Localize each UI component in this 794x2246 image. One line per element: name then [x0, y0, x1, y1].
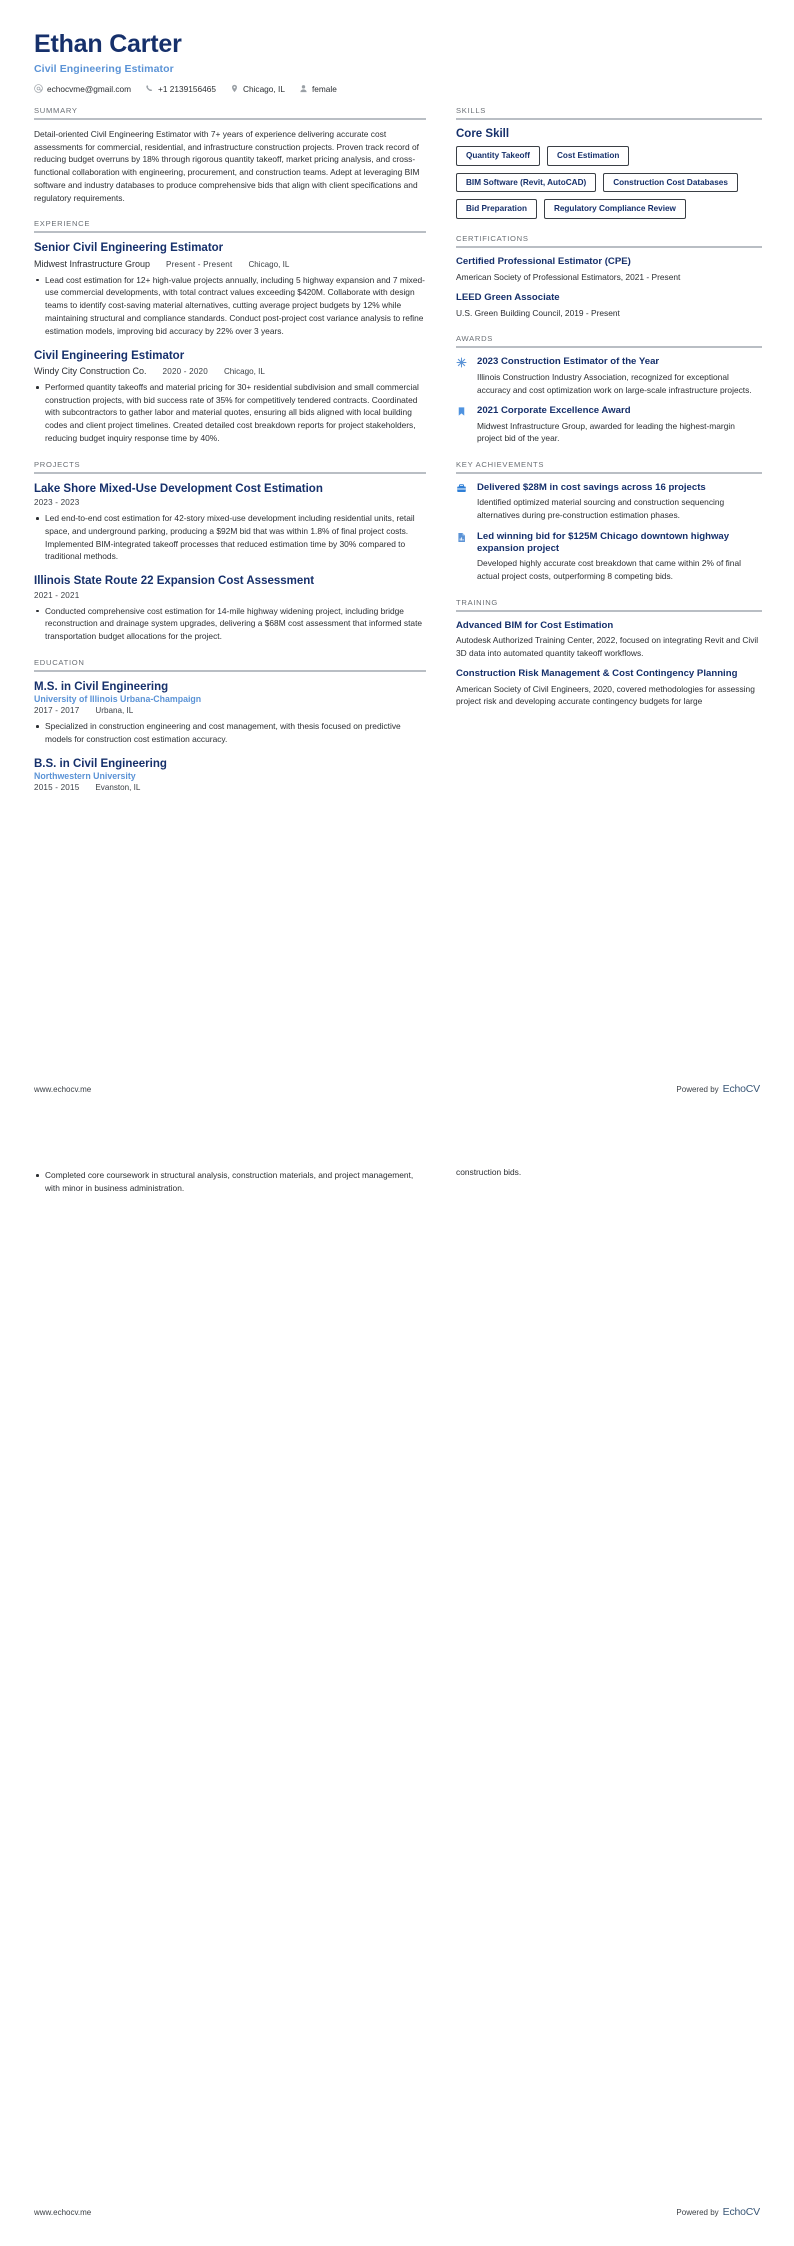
briefcase-icon — [456, 482, 469, 494]
section-label-key-achievements: KEY ACHIEVEMENTS — [456, 459, 545, 469]
section-key-achievements — [456, 460, 762, 583]
skill-chip[interactable]: Cost Estimation — [547, 146, 629, 166]
education-location: Urbana, IL — [95, 706, 134, 716]
training-description: Autodesk Authorized Training Center, 2022, focused on integrating Revit and Civil 3D data into automated quantity takeoff workflows. — [456, 635, 759, 658]
experience-title: Senior Civil Engineering Estimator — [34, 242, 224, 255]
project-title: Illinois State Route 22 Expansion Cost Assessment — [34, 575, 315, 588]
sparkle-icon — [456, 356, 469, 368]
award-description: Illinois Construction Industry Association, recognized for exceptional accuracy and cost optimization work on large-scale infrastructure projects. — [477, 371, 752, 395]
resume-page-2 — [0, 1123, 794, 2246]
skill-chip[interactable]: Bid Preparation — [456, 199, 537, 219]
page2-training-continuation: construction bids. — [456, 1167, 522, 1177]
experience-org: Windy City Construction Co. — [34, 365, 147, 376]
training-entry — [456, 620, 762, 660]
certification-entry — [456, 292, 762, 319]
list-item: Lead cost estimation for 12+ high-value projects annually, including 5 highway expansion and 7 mixed-use commercial developments, with total contract values exceeding $420M. Collaborate with design teams to identify cost-saving material alternatives, cutting average project budgets by 12% while maintaining structural and compliance standards. Conduct post-project cost variance analysis to refine estimation models, improving bid accuracy by 22% over 3 years. — [34, 274, 426, 338]
section-label-awards: AWARDS — [456, 334, 494, 344]
location-icon — [230, 84, 239, 93]
experience-location: Chicago, IL — [248, 259, 290, 269]
contact-row — [34, 84, 760, 94]
experience-entry — [34, 241, 426, 337]
contact-gender[interactable] — [299, 84, 337, 94]
education-entry — [34, 757, 426, 792]
certification-title: Certified Professional Estimator (CPE) — [456, 256, 631, 268]
certification-issuer: American Society of Professional Estimators, 2021 - Present — [456, 271, 681, 282]
section-label-training: TRAINING — [456, 597, 499, 607]
right-column — [456, 106, 762, 723]
project-title: Lake Shore Mixed-Use Development Cost Estimation — [34, 482, 323, 495]
training-title: Advanced BIM for Cost Estimation — [456, 619, 614, 631]
footer-powered-by — [676, 1083, 760, 1095]
section-rule — [34, 472, 426, 474]
section-skills — [456, 106, 762, 220]
section-projects — [34, 460, 426, 643]
award-description: Midwest Infrastructure Group, awarded for leading the highest-margin project bid of the year. — [477, 420, 735, 444]
education-degree: B.S. in Civil Engineering — [34, 757, 167, 770]
education-dates: 2015 - 2015 — [34, 783, 80, 793]
page-footer — [34, 1083, 760, 1095]
education-degree: M.S. in Civil Engineering — [34, 680, 169, 693]
section-label-education: EDUCATION — [34, 657, 85, 667]
contact-gender-text: female — [311, 83, 337, 94]
education-dates: 2017 - 2017 — [34, 706, 80, 716]
achievement-title: Delivered $28M in cost savings across 16 projects — [477, 481, 706, 493]
list-item: Completed core coursework in structural analysis, construction materials, and project management, with minor in business administration. — [34, 1169, 426, 1195]
candidate-job-title: Civil Engineering Estimator — [34, 62, 174, 75]
achievement-entry — [456, 531, 762, 583]
skills-chip-list — [456, 146, 762, 220]
award-title: 2021 Corporate Excellence Award — [477, 405, 631, 417]
section-certifications — [456, 234, 762, 319]
person-icon — [299, 84, 308, 93]
award-entry — [456, 405, 762, 445]
achievement-description: Identified optimized material sourcing and construction sequencing alternatives during pre-construction estimation phases. — [477, 497, 725, 520]
education-bullets — [34, 720, 426, 746]
certification-entry — [456, 256, 762, 283]
project-bullets — [34, 605, 426, 643]
achievement-title: Led winning bid for $125M Chicago downtown highway expansion project — [477, 530, 730, 554]
section-label-certifications: CERTIFICATIONS — [456, 234, 529, 244]
education-meta — [34, 783, 426, 792]
award-title: 2023 Construction Estimator of the Year — [477, 356, 660, 368]
section-label-skills: SKILLS — [456, 105, 487, 115]
experience-meta — [34, 366, 426, 376]
skill-chip[interactable]: BIM Software (Revit, AutoCAD) — [456, 173, 596, 193]
section-rule — [34, 118, 426, 120]
bookmark-icon — [456, 405, 469, 417]
education-location: Evanston, IL — [95, 783, 141, 793]
education-school: Northwestern University — [34, 771, 136, 782]
section-experience — [34, 219, 426, 444]
footer-brand: EchoCV — [722, 1083, 760, 1095]
training-title: Construction Risk Management & Cost Contingency Planning — [456, 668, 738, 680]
section-rule — [456, 246, 762, 248]
education-entry — [34, 680, 426, 746]
section-rule — [456, 118, 762, 120]
project-meta — [34, 591, 426, 600]
skill-chip[interactable]: Construction Cost Databases — [603, 173, 738, 193]
list-item: Led end-to-end cost estimation for 42-story mixed-use development including residential units, retail space, and underground parking, producing a $92M bid that was within 1.8% of final project costs. Implemented BIM-integrated takeoff processes that reduced estimation time by 30% compared to traditional methods. — [34, 512, 426, 563]
experience-bullets — [34, 381, 426, 445]
section-training — [456, 598, 762, 708]
footer-powered-prefix: Powered by — [676, 1085, 719, 1094]
contact-email[interactable] — [34, 84, 131, 94]
list-item: Specialized in construction engineering and cost management, with thesis focused on predictive models for construction cost estimation accuracy. — [34, 720, 426, 746]
page2-bullets — [34, 1169, 426, 1195]
list-item: Conducted comprehensive cost estimation for 14-mile highway widening project, including bridge reconstruction and drainage system upgrades, delivering a $68M cost assessment that informed state transportation budget allocations for the project. — [34, 605, 426, 643]
contact-email-text: echocvme@gmail.com — [47, 83, 132, 94]
section-education — [34, 658, 426, 792]
experience-org: Midwest Infrastructure Group — [34, 258, 151, 269]
achievement-entry — [456, 482, 762, 522]
training-description: American Society of Civil Engineers, 2020, covered methodologies for assessing project risk and developing accurate contingency budgets for large — [456, 683, 755, 707]
experience-bullets — [34, 274, 426, 338]
candidate-name: Ethan Carter — [34, 30, 182, 58]
section-summary — [34, 106, 426, 205]
skill-chip[interactable]: Quantity Takeoff — [456, 146, 540, 166]
certification-title: LEED Green Associate — [456, 292, 560, 304]
education-school: University of Illinois Urbana-Champaign — [34, 694, 202, 705]
footer-website[interactable]: www.echocv.me — [34, 2208, 92, 2217]
section-awards — [456, 334, 762, 444]
education-meta — [34, 706, 426, 715]
resume-columns — [34, 106, 760, 807]
project-dates: 2021 - 2021 — [34, 590, 80, 600]
training-entry — [456, 668, 762, 708]
page-footer — [34, 2206, 760, 2218]
experience-title: Civil Engineering Estimator — [34, 349, 185, 362]
footer-powered-prefix: Powered by — [676, 2208, 719, 2217]
contact-location[interactable] — [230, 84, 285, 94]
project-dates: 2023 - 2023 — [34, 498, 80, 508]
skills-group-title: Core Skill — [456, 127, 510, 140]
footer-brand: EchoCV — [722, 2206, 760, 2218]
project-entry — [34, 482, 426, 563]
left-column — [34, 106, 426, 807]
skill-chip[interactable]: Regulatory Compliance Review — [544, 199, 686, 219]
section-rule — [34, 670, 426, 672]
section-label-projects: PROJECTS — [34, 459, 81, 469]
footer-website[interactable]: www.echocv.me — [34, 1085, 92, 1094]
section-label-experience: EXPERIENCE — [34, 219, 91, 229]
contact-location-text: Chicago, IL — [242, 83, 285, 94]
section-rule — [456, 472, 762, 474]
phone-icon — [145, 84, 154, 93]
contact-phone[interactable] — [145, 84, 216, 94]
experience-dates: 2020 - 2020 — [162, 366, 208, 376]
award-entry — [456, 356, 762, 396]
resume-header — [34, 30, 760, 94]
page2-columns — [34, 1154, 760, 1199]
email-icon — [34, 84, 43, 93]
certification-issuer: U.S. Green Building Council, 2019 - Present — [456, 307, 620, 318]
summary-text: Detail-oriented Civil Engineering Estimator with 7+ years of experience delivering accurate cost assessments for commercial, residential, and infrastructure construction projects. Proven track record of reducing budget overruns by 18% through rigorous quantity takeoff, market pricing analysis, and cross-functional collaboration with engineering, procurement, and construction teams. Adept at leveraging BIM software and industry databases to produce comprehensive bids that align with client specifications and regulatory requirements. — [34, 128, 420, 203]
experience-meta — [34, 259, 426, 269]
list-item: Performed quantity takeoffs and material pricing for 30+ residential subdivision and small commercial construction projects, with bid success rate of 35% for competitively tendered contracts. Coordinated with subcontractors to gather labor and material quotes, ensuring all bids aligned with local building codes and client project timelines. Created detailed cost breakdown reports for project stakeholders, reducing budget inquiry response time by 40%. — [34, 381, 426, 445]
section-label-summary: SUMMARY — [34, 105, 78, 115]
project-meta — [34, 498, 426, 507]
section-rule — [34, 231, 426, 233]
contact-phone-text: +1 2139156465 — [158, 83, 216, 94]
footer-powered-by — [676, 2206, 760, 2218]
section-rule — [456, 346, 762, 348]
experience-location: Chicago, IL — [223, 366, 265, 376]
experience-dates: Present - Present — [166, 259, 233, 269]
page2-left-column — [34, 1164, 426, 1199]
page2-right-column — [456, 1164, 762, 1179]
experience-entry — [34, 349, 426, 445]
project-entry — [34, 574, 426, 643]
project-bullets — [34, 512, 426, 563]
section-rule — [456, 610, 762, 612]
achievement-description: Developed highly accurate cost breakdown that came within 2% of final actual project costs, outperforming 8 competing bids. — [477, 558, 741, 582]
chart-document-icon — [456, 531, 469, 543]
